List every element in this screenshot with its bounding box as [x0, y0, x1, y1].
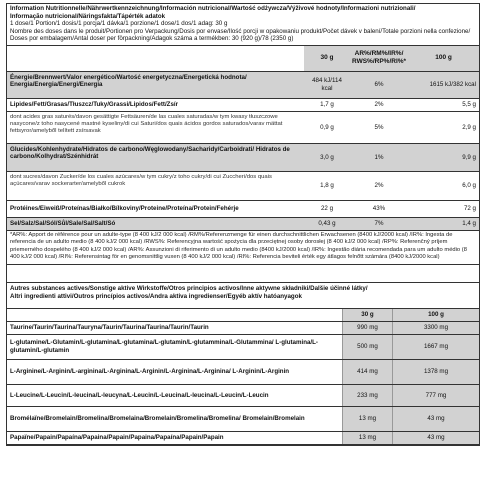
- nutrient-value: 1,7 g: [320, 101, 334, 109]
- active-row-bromelain: [7, 407, 479, 432]
- nutrient-value: 1,8 g: [320, 182, 334, 190]
- nutrition-header: [7, 4, 479, 46]
- nutrient-value-100: 6,0 g: [462, 182, 476, 190]
- nutrient-value-100: 2,9 g: [462, 123, 476, 131]
- nutrient-ri: 1%: [350, 144, 408, 171]
- column-header-row: [7, 46, 479, 72]
- nutrient-label: Sel/Salz/Sal/Sól/Sůl/Sale/Sal/Salt/Só: [7, 218, 304, 230]
- active-value-100g: 1667 mg: [392, 335, 479, 359]
- active-value-30g: 414 mg: [342, 360, 392, 384]
- nutrient-row-carbs: [7, 144, 479, 172]
- nutrient-row-energy: [7, 72, 479, 99]
- active-value-100g: 43 mg: [392, 407, 479, 431]
- servings-text: Nombre des doses dans le produit/Portionen pro Verpackung/Dosis por envase/Ilość porcji w opakowaniu produkt/Počet dávek v balení/Totale porzioni nella confezione/: [10, 27, 471, 35]
- nutrition-title-2: Informação nutricional/Näringsfakta/Tápérték adatok: [10, 12, 166, 20]
- nutrient-value-100: 72 g: [463, 205, 476, 213]
- nutrient-value: 0,43 g: [304, 218, 350, 230]
- actives-col-100g: 100 g: [392, 309, 479, 321]
- nutrient-value-100: 9,9 g: [408, 144, 479, 171]
- nutrient-value-100: 1615 kJ/382 kcal: [408, 72, 479, 98]
- active-label: L-Leucine/L-Leucin/L-leucina/L-leucyna/L-Leucin/L-Leucina/L-leucina/L-Leucin/L-Leucin: [10, 391, 269, 399]
- active-row-glutamine: [7, 335, 479, 360]
- active-row-taurine: [7, 322, 479, 335]
- nutrient-ri: 43%: [372, 205, 386, 213]
- active-label: Papaïne/Papain/Papaína/Papaina/Papain/Papaina/Papaína/Papain/Papain: [10, 434, 224, 442]
- nutrient-value: 0,9 g: [320, 123, 334, 131]
- table-gap: [6, 265, 480, 282]
- nutrient-value: 22 g: [320, 205, 334, 213]
- nutrient-value: 3,0 g: [304, 144, 350, 171]
- col-per-serving: 30 g: [304, 46, 350, 71]
- active-substances-table: [6, 282, 480, 446]
- nutrient-value-100: 1,4 g: [408, 218, 479, 230]
- active-value-100g: 777 mg: [392, 385, 479, 406]
- nutrient-row-protein: [7, 201, 479, 218]
- active-value-100g: 43 mg: [392, 432, 479, 444]
- nutrient-ri: 2%: [374, 182, 384, 190]
- actives-title-2: Altri ingredienti attivi/Outros princípios activos/Andra aktiva ingredienser/Egyéb aktív hatóanyagok: [10, 292, 302, 300]
- nutrient-ri: 2%: [374, 101, 384, 109]
- nutrient-ri: 7%: [350, 218, 408, 230]
- active-row-leucine: [7, 385, 479, 407]
- nutrient-label: dont sucres/davon Zucker/de los cuales azúcares/w tym cukry/z toho cukry/di cui Zuccheri/dos quais açúcares/varav sockerarter/amelyből cukrok: [10, 173, 272, 188]
- col-ri: AR%/RM%/IR%/ RWS%/RP%/RI%*: [350, 46, 408, 71]
- nutrient-row-satfat: [7, 112, 479, 144]
- active-label: L-glutamine/L-Glutamin/L-glutamina/L-glutamina/L-glutamin/L-glutammina/L-Glutammina/ L-glutamina/L-glutamin/L-glutamin: [10, 339, 318, 354]
- active-label: Taurine/Taurin/Taurina/Tauryna/Taurin/Taurina/Taurina/Taurin/Taurin: [10, 324, 209, 332]
- nutrient-row-sugars: [7, 172, 479, 201]
- active-label: L-Arginine/L-Arginin/L-arginina/L-Arginina/L-Arginin/L-Arginina/L-Arginina/ L-Arginin/L-Arginin: [10, 368, 290, 376]
- active-value-30g: 990 mg: [342, 322, 392, 334]
- active-value-30g: 500 mg: [342, 335, 392, 359]
- actives-header: [7, 283, 479, 309]
- active-value-100g: 1378 mg: [392, 360, 479, 384]
- col-per-100: 100 g: [408, 46, 479, 71]
- nutrition-table: [6, 3, 480, 265]
- nutrient-value: 484 kJ/114 kcal: [304, 72, 350, 98]
- active-row-arginine: [7, 360, 479, 385]
- actives-column-header: [7, 309, 479, 322]
- active-value-30g: 13 mg: [342, 407, 392, 431]
- actives-col-30g: 30 g: [342, 309, 392, 321]
- nutrient-ri: 6%: [350, 72, 408, 98]
- active-row-papain: [7, 432, 479, 445]
- reference-intake-footnote: *AR%: Apport de référence pour un adulte-type (8 400 kJ/2 000 kcal) /RM%/Referenzmenge für einen durchschnittlichen Erwachsenen (8400 kJ/2000 kcal) /IR%: Ingesta de referencia de un adulto medio (8 400 kJ/2 000 kcal) /RWS%: Referencyjna wartość spożycia dla przeciętnej osoby dorosłej (8 400 kJ/2 000 kcal) /RP%: Referenčný príjem priemerného dospelého (8 400 kJ/2 000 kcal) /AR%: Assunzioni di riferimento di un adulto medio (8400 kJ/2000 kcal) /IR%: Ingestão diária recomendada para um adulto médio (8 400 kJ/2 000 kcal) /RI%: Referensintag för en genomsnittlig vuxen (8 400 kJ/2 000 kcal) /RI%: Referencia beviteli érték egy átlagos felnőtt számára (8400 kJ/2000 kcal): [7, 231, 479, 265]
- actives-title: Autres substances actives/Sonstige aktive Wirkstoffe/Otros principios activos/Inne aktywne składniki/Dalšie účinné látky/: [10, 284, 368, 292]
- nutrient-label: Énergie/Brennwert/Valor energético/Wartość energetyczna/Energetická hodnota/ Energia/Energia/Energi/Energia: [7, 72, 304, 98]
- nutrient-ri: 5%: [374, 123, 384, 131]
- servings-text-2: Doses por embalagem/Antal doser per förpackning/Adagok száma a termékben: 30 (920 g)/78 (2350 g): [10, 35, 294, 43]
- active-value-30g: 13 mg: [342, 432, 392, 444]
- active-label: Bromélaïne/Bromelain/Bromelina/Bromelaina/Bromelain/Bromelina/Bromelina/ Bromelain/Bromelain: [10, 415, 305, 423]
- nutrient-row-salt: [7, 218, 479, 231]
- nutrient-label: Glucides/Kohlenhydrate/Hidratos de carbono/Węglowodany/Sacharidy/Carboidrati/ Hidratos de carbono/Kolhydrat/Szénhidrát: [7, 144, 304, 171]
- nutrient-row-fat: [7, 99, 479, 112]
- nutrient-value-100: 5,5 g: [462, 101, 476, 109]
- nutrition-title: Information Nutritionnelle/Nährwertkennzeichnung/Información nutricional/Wartość odżywcza/Výživové hodnoty/Informazioni nutrizionali/: [10, 5, 416, 12]
- dose-text: 1 dose/1 Portion/1 dosis/1 porcja/1 dávka/1 porzione/1 dose/1 dos/1 adag: 30 g: [10, 20, 228, 28]
- nutrient-label: Lipides/Fett/Grasas/Tłuszcz/Tuky/Grassi/Lipidos/Fett/Zsír: [10, 101, 179, 109]
- nutrient-label: Protéines/Eiweiß/Proteínas/Białko/Bílkoviny/Proteine/Proteína/Protein/Fehérje: [10, 205, 239, 213]
- nutrient-label: dont acides gras saturés/davon gesättigte Fettsäuren/de las cuales saturadas/w tym kwasy tłuszczowe nasycone/z toho nasycené mastné kyseliny/di cui Saturi/dos quais ácidos gordos saturados/varav mättat fettsyror/amelyből telített zsírsavak: [10, 113, 283, 135]
- active-value-100g: 3300 mg: [392, 322, 479, 334]
- active-value-30g: 233 mg: [342, 385, 392, 406]
